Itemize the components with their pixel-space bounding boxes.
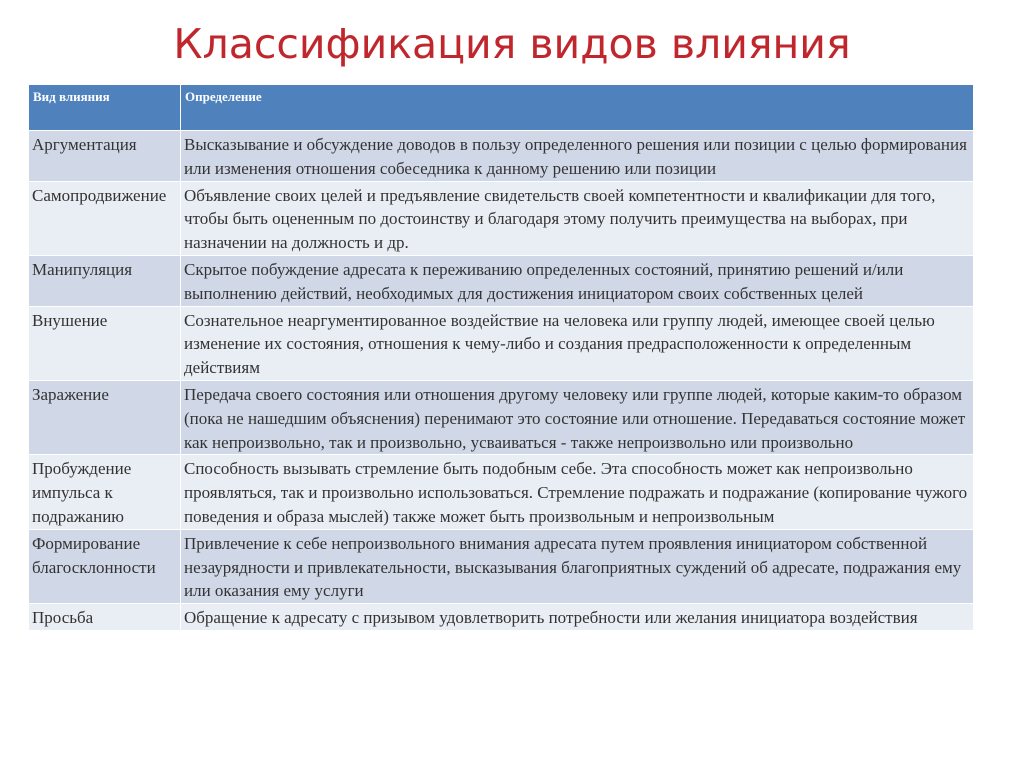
- table-header-row: [29, 85, 974, 131]
- table-row: [29, 181, 974, 255]
- row-definition: Способность вызывать стремление быть подобным себе. Эта способность может как непроизвольно проявляться, так и произвольно использоваться. Стремление подражать и подражание (копирование чужого поведения и образа мыслей) также может быть произвольным и непроизвольным: [181, 455, 974, 529]
- row-kind: Аргументация: [29, 131, 181, 182]
- row-kind: Заражение: [29, 380, 181, 454]
- row-kind: Формирование благосклонности: [29, 529, 181, 603]
- row-kind: Самопродвижение: [29, 181, 181, 255]
- table-row: [29, 529, 974, 603]
- header-kind: Вид влияния: [29, 85, 181, 131]
- row-kind: Пробуждение импульса к подражанию: [29, 455, 181, 529]
- table-row: [29, 306, 974, 380]
- row-definition: Привлечение к себе непроизвольного внимания адресата путем проявления инициатором собственной незаурядности и привлекательности, высказывания благоприятных суждений об адресате, подражания ему или оказания ему услуги: [181, 529, 974, 603]
- row-definition: Объявление своих целей и предъявление свидетельств своей компетентности и квалификации для того, чтобы быть оцененным по достоинству и благодаря этому получить преимущества на выборах, при назначении на должность и др.: [181, 181, 974, 255]
- row-definition: Скрытое побуждение адресата к переживанию определенных состояний, принятию решений и/или выполнению действий, необходимых для достижения инициатором своих собственных целей: [181, 255, 974, 306]
- table-row: [29, 255, 974, 306]
- row-kind: Просьба: [29, 604, 181, 631]
- table-row: [29, 131, 974, 182]
- table-row: [29, 380, 974, 454]
- table-row: [29, 455, 974, 529]
- row-definition: Передача своего состояния или отношения другому человеку или группе людей, которые каким-то образом (пока не нашедшим объяснения) перенимают это состояние или отношение. Передаваться состояние может как непроизвольно, так и произвольно, усваиваться - также непроизвольно или произвольно: [181, 380, 974, 454]
- row-definition: Сознательное неаргументированное воздействие на человека или группу людей, имеющее своей целью изменение их состояния, отношения к чему-либо и создания предрасположенности к определенным действиям: [181, 306, 974, 380]
- table-row: [29, 604, 974, 631]
- row-kind: Манипуляция: [29, 255, 181, 306]
- influence-table: [28, 84, 974, 631]
- row-definition: Высказывание и обсуждение доводов в пользу определенного решения или позиции с целью формирования или изменения отношения собеседника к данному решению или позиции: [181, 131, 974, 182]
- row-kind: Внушение: [29, 306, 181, 380]
- header-definition: Определение: [181, 85, 974, 131]
- row-definition: Обращение к адресату с призывом удовлетворить потребности или желания инициатора воздействия: [181, 604, 974, 631]
- slide-title: Классификация видов влияния: [173, 20, 851, 68]
